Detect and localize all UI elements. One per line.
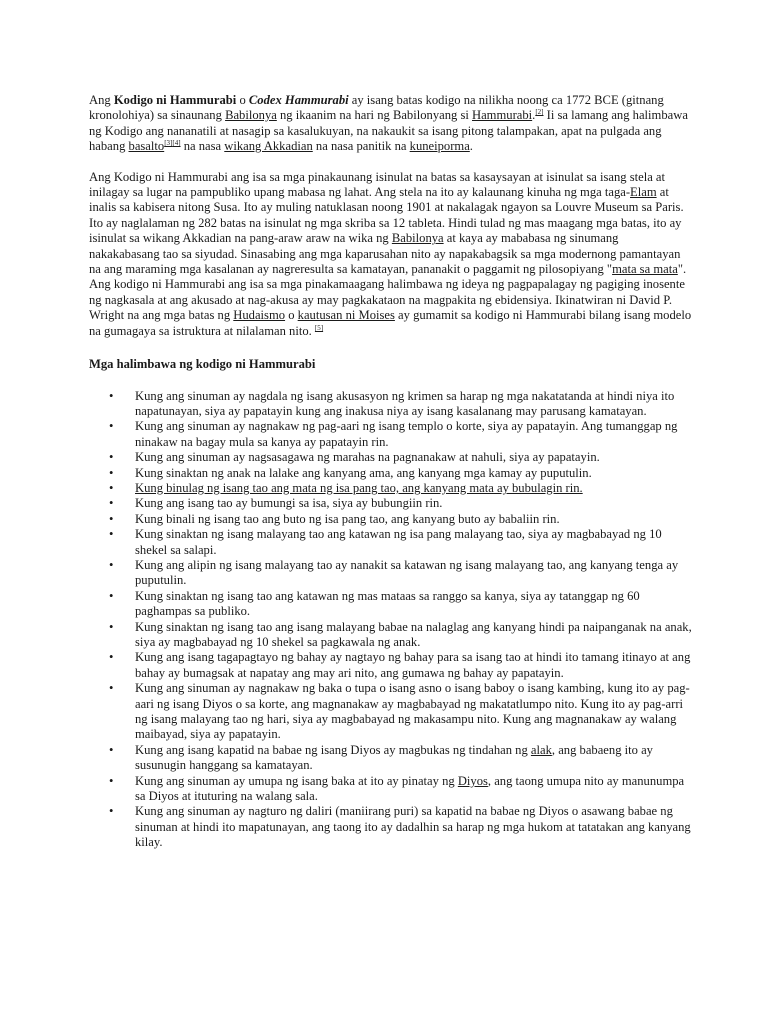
- list-item: • Kung ang isang tao ay bumungi sa isa, siya ay bubungiin rin.: [135, 496, 692, 511]
- link-alak[interactable]: alak: [530, 742, 552, 757]
- ref-2-link[interactable]: [2]: [535, 108, 544, 117]
- text: Ii sa lamang ang halimbawa ng Kodigo ang nananatili at nasagip sa kasalukuyan, na nakaukit sa isang pitong talampakan, apat na pulgada ang habang: [89, 108, 688, 154]
- list-item: • Kung ang sinuman ay nagturo ng daliri (maniirang puri) sa kapatid na babae ng Diyos o asawang babae ng sinuman at hindi ito mapatunayan, ang taong ito ay dadalhin sa harap ng mga hukom at tatatakan ang kanyang kilay.: [135, 804, 692, 850]
- text: Ang Kodigo ni Hammurabi ang isa sa mga pinakaunang isinulat na batas sa kasaysayan at isinulat sa isang stela at inilagay sa lugar na pampubliko upang mabasa ng lahat. Ang stela na ito ay kalaunang kinuha ng mga taga-: [89, 169, 666, 200]
- link-hudaismo[interactable]: Hudaismo: [233, 308, 286, 323]
- list-item: • Kung sinaktan ng anak na lalake ang kanyang ama, ang kanyang mga kamay ay puputulin.: [135, 466, 692, 481]
- code-title-bold: Kodigo ni Hammurabi: [113, 93, 237, 107]
- text: o: [285, 308, 298, 323]
- list-item: • Kung ang alipin ng isang malayang tao ay nanakit sa katawan ng isang malayang tao, ang kanyang tenga ay puputulin.: [135, 558, 692, 589]
- link-babilonya[interactable]: Babilonya: [225, 108, 277, 123]
- examples-list: [89, 389, 692, 851]
- text: ". Ang kodigo ni Hammurabi ang isa sa mga pinakamaagang halimbawa ng ideya ng pagpapalagay ng pagiging inosente ng nagkasala at ang akusado at nag-akusa ay may pagkakataon na magpakita ng ebidensiya. Ikinatwiran ni David P. Wright na ang mga batas ng: [89, 262, 687, 323]
- ref-3-link[interactable]: [3]: [164, 139, 173, 148]
- list-item-linked[interactable]: [135, 481, 692, 496]
- link-wikang-akkadian[interactable]: wikang Akkadian: [224, 139, 313, 154]
- section-heading: Mga halimbawa ng kodigo ni Hammurabi: [89, 357, 316, 372]
- list-item: [135, 743, 692, 774]
- list-item: • Kung sinaktan ng isang tao ang isang malayang babae na nalaglag ang kanyang hindi pa naipanganak na anak, siya ay magbabayad ng 10 shekel sa pagkawala ng anak.: [135, 620, 692, 651]
- list-item: • Kung ang sinuman ay nagnakaw ng pag-aari ng isang templo o korte, siya ay papatayin. Ang tumanggap ng ninakaw na bagay mula sa kanya ay papatayin rin.: [135, 419, 692, 450]
- text: Kung ang sinuman ay umupa ng isang baka at ito ay pinatay ng: [135, 773, 458, 788]
- text: o: [236, 93, 249, 107]
- link-babilonya[interactable]: Babilonya: [391, 231, 444, 246]
- list-item: • Kung binali ng isang tao ang buto ng isa pang tao, ang kanyang buto ay babaliin rin.: [135, 512, 692, 527]
- code-title-italic: Codex Hammurabi: [248, 93, 349, 107]
- link-diyos[interactable]: Diyos: [457, 773, 488, 788]
- text: na nasa: [180, 139, 225, 154]
- history-paragraph: [89, 170, 692, 339]
- ref-5-link[interactable]: [5]: [314, 323, 324, 332]
- text: , ang taong umupa nito ay manunumpa sa Diyos at ituturing na walang sala.: [135, 773, 685, 804]
- text: na nasa panitik na: [312, 139, 410, 154]
- link-kautusan-ni-moises[interactable]: kautusan ni Moises: [297, 308, 395, 323]
- text: at kaya ay mababasa ng sinumang nakakabasang tao sa siyudad. Sinasabing ang mga kaparusahan nito ay napakabagsik sa mga modernong pamantayan na ang maraming mga kasalanan ay nagreresulta sa kamatayan, pananakit o paggamit ng pilosopiyang ": [89, 231, 681, 277]
- text: Ang: [89, 93, 114, 107]
- text: , ang babaeng ito ay susunugin hanggang sa kamatayan.: [135, 742, 653, 773]
- text: .: [469, 139, 473, 154]
- link-basalto[interactable]: basalto: [128, 139, 165, 154]
- list-item: • Kung ang sinuman ay nagdala ng isang akusasyon ng krimen sa harap ng mga nakatatanda at hindi niya ito napatunayan, siya ay papatayin kung ang inakusa niya ay isang kasalanang may parusang kamatayan.: [135, 389, 692, 420]
- text: .: [532, 108, 536, 123]
- text: ay isang batas kodigo na nilikha noong ca 1772 BCE (gitnang kronolohiya) sa sinaunang: [89, 93, 664, 123]
- link-mata-sa-mata[interactable]: mata sa mata: [612, 262, 678, 277]
- link-kuneiporma[interactable]: kuneiporma: [409, 139, 470, 154]
- text: ng ikaanim na hari ng Babilonyang si: [276, 108, 472, 123]
- list-item: • Kung ang sinuman ay nagnakaw ng baka o tupa o isang asno o isang baboy o isang kambing, kung ito ay pag-aari ng isang Diyos o sa korte, ang magnanakaw ay magbabayad ng makatatlumpo nito. Kung ito ay pag-arri ng isang malayang tao ng hari, siya ay magbabayad ng makasampu nito. Kung ang magnanakaw ay walang maibayad, siya ay papatayin.: [135, 681, 692, 743]
- ref-3-4[interactable]: [164, 139, 180, 147]
- text: at inalis sa kabisera nitong Susa. Ito ay muling natuklasan noong 1901 at nakalagak ngayon sa Louvre Museum sa Paris. Ito ay naglalaman ng 282 batas na isinulat ng mga skriba sa 12 tableta. Hindi tulad ng mas maagang mga batas, ito ay isinulat sa wikang Akkadian na pang-araw araw na wika ng: [89, 185, 684, 246]
- list-item: • Kung sinaktan ng isang tao ang katawan ng mas mataas sa ranggo sa kanya, siya ay tatanggap ng 60 paghampas sa publiko.: [135, 589, 692, 620]
- list-item: • Kung ang sinuman ay nagsasagawa ng marahas na pagnanakaw at nahuli, siya ay papatayin.: [135, 450, 692, 465]
- list-item: • Kung ang isang tagapagtayo ng bahay ay nagtayo ng bahay para sa isang tao at hindi ito tamang itinayo at ang bahay ay bumagsak at napatay ang may ari nito, ang gumawa ng bahay ay papatayin.: [135, 650, 692, 681]
- ref-4-link[interactable]: [4]: [172, 139, 181, 148]
- text: ay gumamit sa kodigo ni Hammurabi bilang isang modelo na gumagaya sa istruktura at nilalaman nito.: [89, 308, 692, 338]
- link-hammurabi[interactable]: Hammurabi: [472, 108, 533, 123]
- text: Kung ang isang kapatid na babae ng isang Diyos ay magbukas ng tindahan ng: [135, 742, 531, 757]
- list-item: [135, 774, 692, 805]
- link-elam[interactable]: Elam: [630, 185, 657, 200]
- list-item: • Kung sinaktan ng isang malayang tao ang katawan ng isa pang malayang tao, siya ay magbabayad ng 10 shekel sa salapi.: [135, 527, 692, 558]
- intro-paragraph: [89, 93, 692, 155]
- link-item-bubulagin[interactable]: Kung binulag ng isang tao ang mata ng isa pang tao, ang kanyang mata ay bubulagin rin.: [135, 480, 583, 495]
- ref-5[interactable]: [315, 324, 323, 332]
